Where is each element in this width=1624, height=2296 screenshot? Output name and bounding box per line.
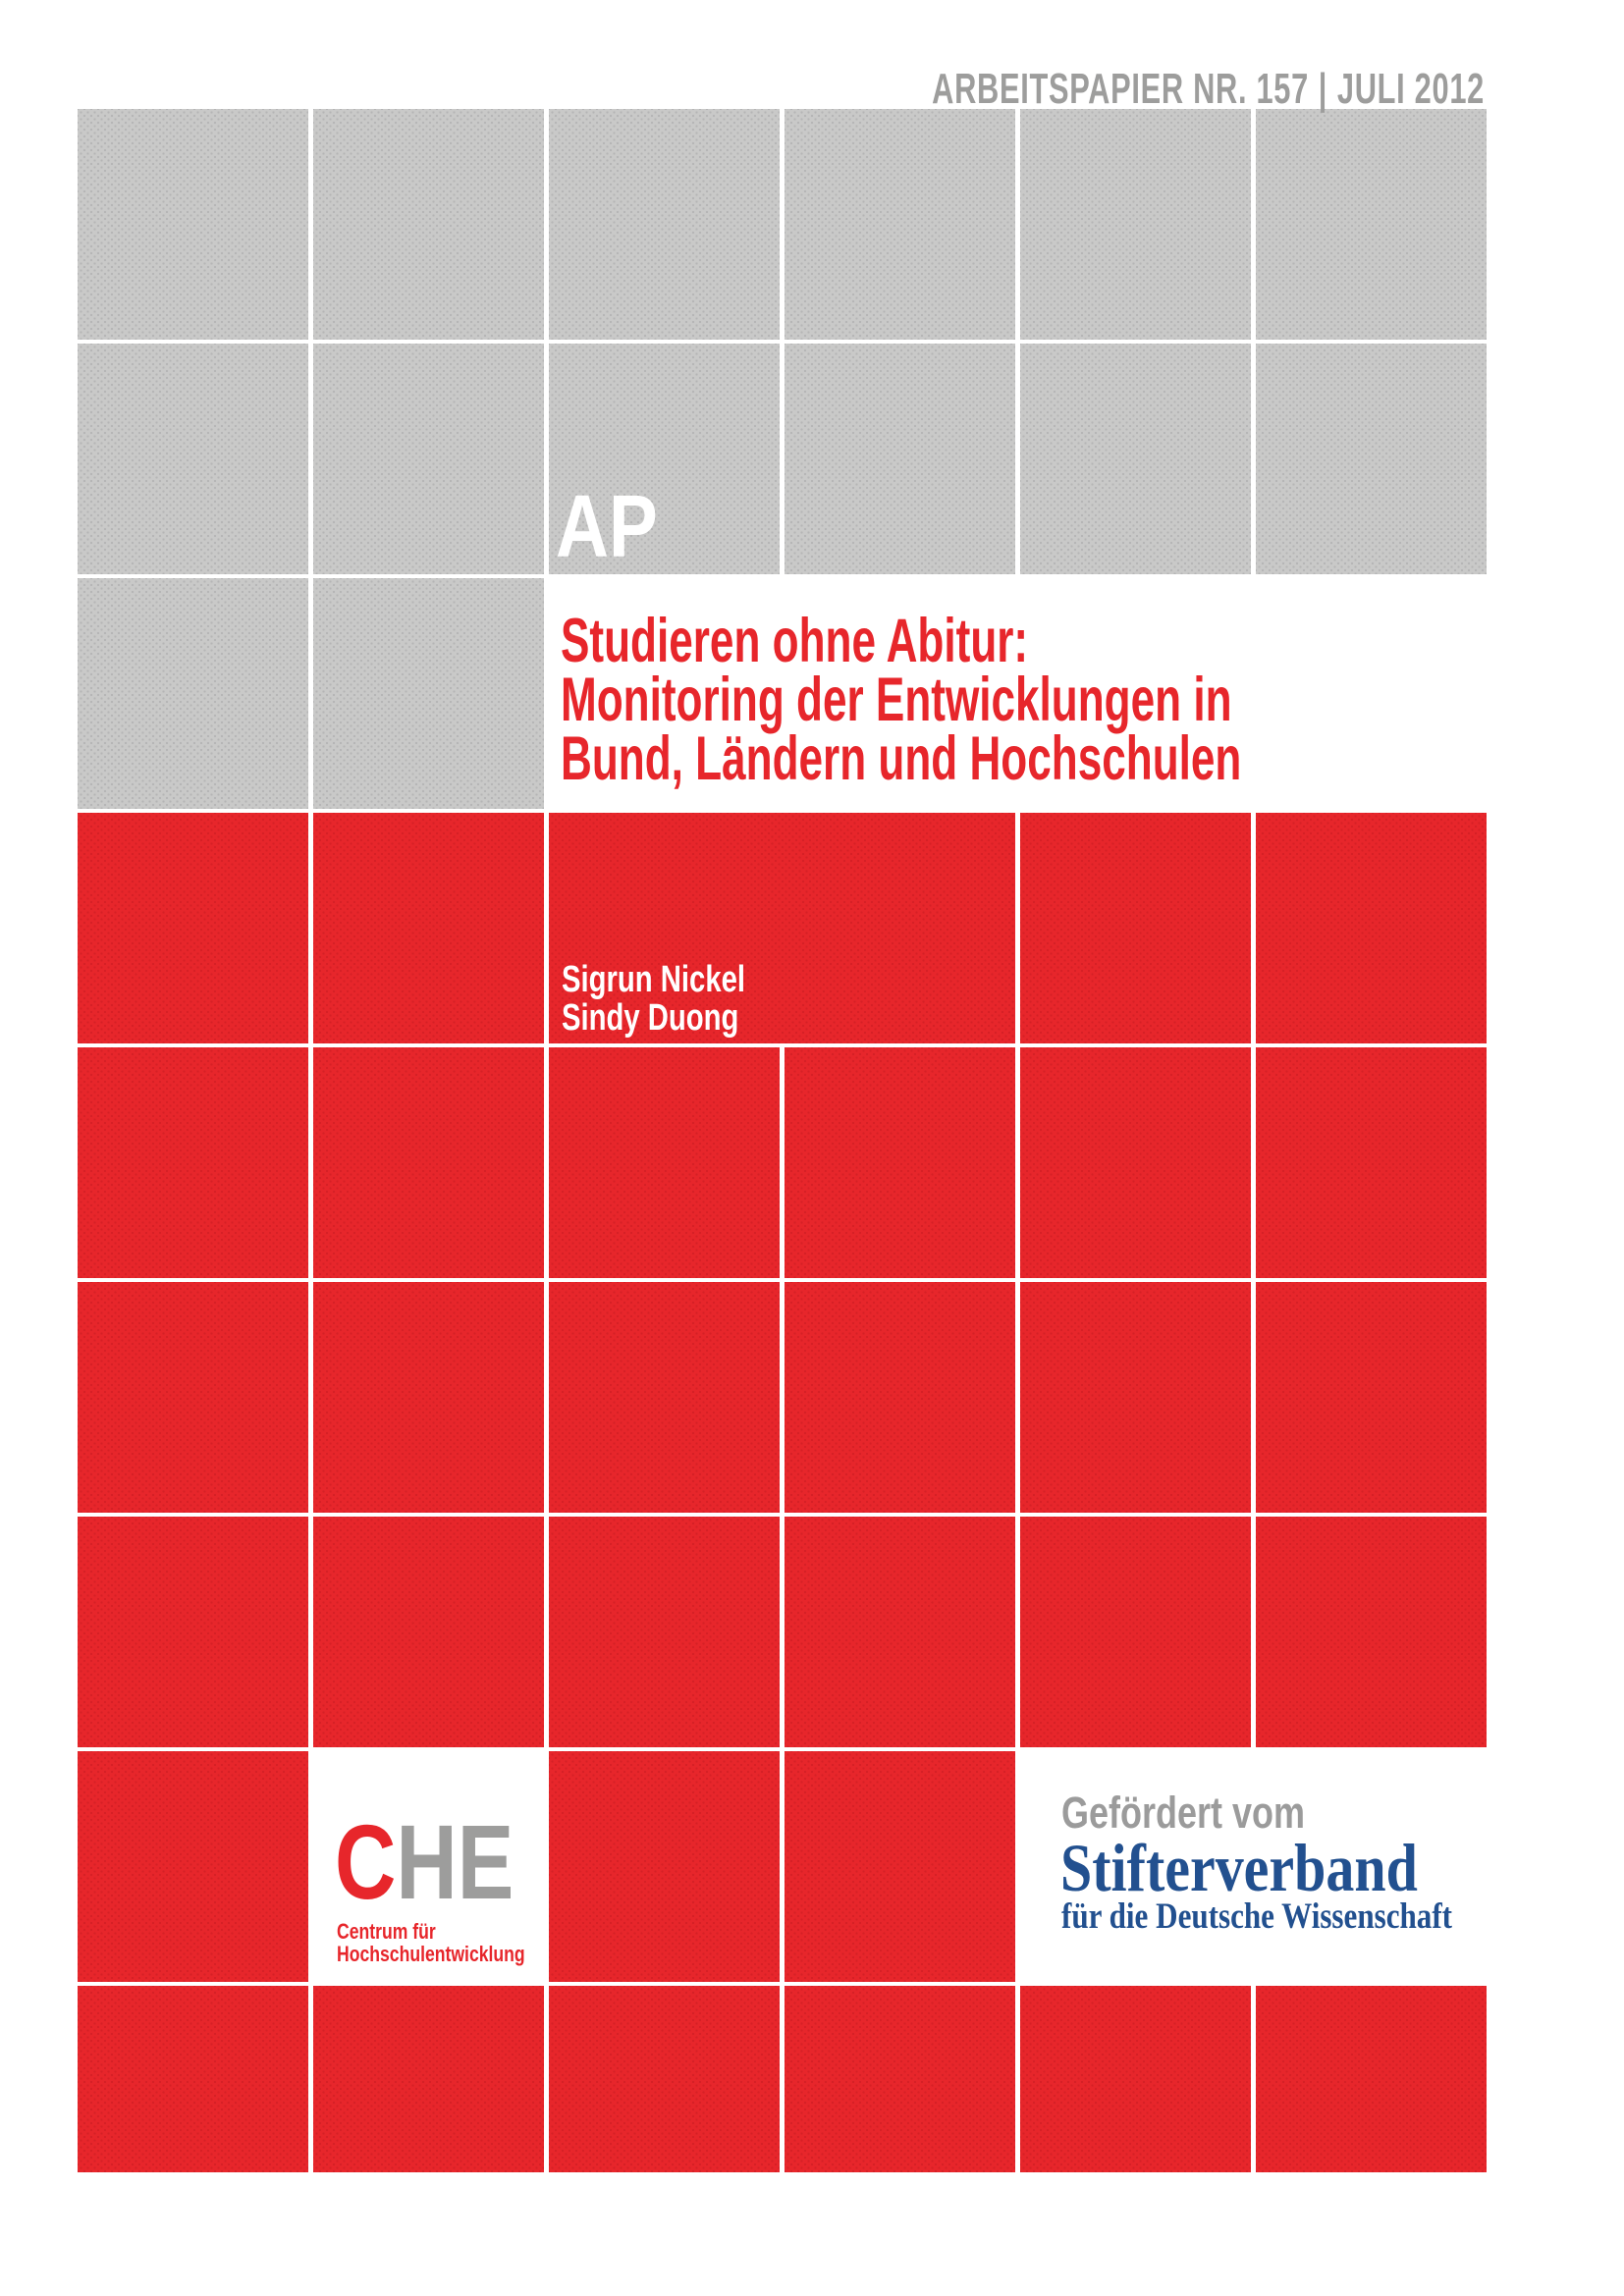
- grid-cell-red: [313, 1517, 544, 1747]
- funder-logo-subline: für die Deutsche Wissenschaft: [1061, 1896, 1453, 1937]
- grid-cell-red: [78, 1751, 308, 1982]
- grid-cell-red: [785, 1517, 1015, 1747]
- grid-cell-red: [1256, 1986, 1487, 2172]
- grid-cell-red: [549, 1047, 780, 1278]
- che-logo-letters-he: HE: [396, 1802, 514, 1921]
- grid-cell-red: [78, 813, 308, 1043]
- grid-cell-red: [1020, 1517, 1251, 1747]
- funder-logo-name: Stifterverband: [1060, 1831, 1418, 1905]
- paper-title: [561, 607, 1242, 793]
- grid-cell-red: [78, 1282, 308, 1513]
- grid-cell-gray: [1256, 344, 1487, 574]
- grid-cell-red: [313, 1986, 544, 2172]
- grid-cell-red: [549, 1986, 780, 2172]
- funding-label: Gefördert vom: [1061, 1788, 1306, 1838]
- grid-cell-gray: [78, 344, 308, 574]
- author-name: Sindy Duong: [562, 997, 739, 1039]
- grid-cell-red: [549, 1282, 780, 1513]
- grid-cell-gray: [78, 578, 308, 809]
- grid-cell-gray: [313, 344, 544, 574]
- grid-cell-gray: [313, 109, 544, 340]
- grid-cell-gray: [1020, 109, 1251, 340]
- grid-cell-red: [785, 1751, 1015, 1982]
- grid-cell-gray: [1256, 109, 1487, 340]
- issue-date: JULI 2012: [1336, 65, 1485, 113]
- paper-title-line-3: Bund, Ländern und Hochschulen: [561, 724, 1242, 793]
- grid-cell-gray: [549, 109, 780, 340]
- grid-cell-red: [1020, 1047, 1251, 1278]
- paper-series-header: [446, 65, 1485, 113]
- grid-cell-gray: [313, 578, 544, 809]
- grid-cell-red: [1256, 813, 1487, 1043]
- grid-cell-red: [1020, 1986, 1251, 2172]
- grid-cell-red: [78, 1047, 308, 1278]
- grid-cell-red: [78, 1517, 308, 1747]
- che-logo-subtitle: [337, 1920, 525, 1965]
- grid-cell-red: [1256, 1282, 1487, 1513]
- grid-cell-red: [785, 1282, 1015, 1513]
- che-logo-subtitle-line-2: Hochschulentwicklung: [337, 1942, 525, 1966]
- header-separator: |: [1318, 65, 1328, 113]
- grid-cell-red: [1256, 1517, 1487, 1747]
- che-logo: [335, 1802, 514, 1921]
- grid-cell-red: [549, 1751, 780, 1982]
- grid-cell-red: [313, 1282, 544, 1513]
- grid-cell-gray: [1020, 344, 1251, 574]
- grid-cell-gray: [785, 109, 1015, 340]
- grid-cell-red: [1256, 1047, 1487, 1278]
- ap-badge: AP: [556, 478, 658, 576]
- grid-cell-red: [1020, 1282, 1251, 1513]
- paper-title-line-2: Monitoring der Entwicklungen in: [561, 666, 1232, 734]
- che-logo-subtitle-line-1: Centrum für: [337, 1919, 436, 1944]
- grid-cell-red: [78, 1986, 308, 2172]
- paper-title-line-1: Studieren ohne Abitur:: [561, 607, 1029, 675]
- author-name: Sigrun Nickel: [562, 959, 745, 1000]
- grid-cell-gray: [785, 344, 1015, 574]
- author-list: [562, 961, 745, 1038]
- che-logo-letter-c: C: [335, 1802, 397, 1921]
- grid-cell-red: [785, 1047, 1015, 1278]
- paper-series-label: ARBEITSPAPIER NR. 157: [932, 65, 1309, 113]
- grid-cell-gray: [78, 109, 308, 340]
- grid-cell-red: [785, 1986, 1015, 2172]
- grid-cell-red: [549, 1517, 780, 1747]
- grid-cell-red: [313, 813, 544, 1043]
- grid-cell-red: [313, 1047, 544, 1278]
- grid-cell-red: [1020, 813, 1251, 1043]
